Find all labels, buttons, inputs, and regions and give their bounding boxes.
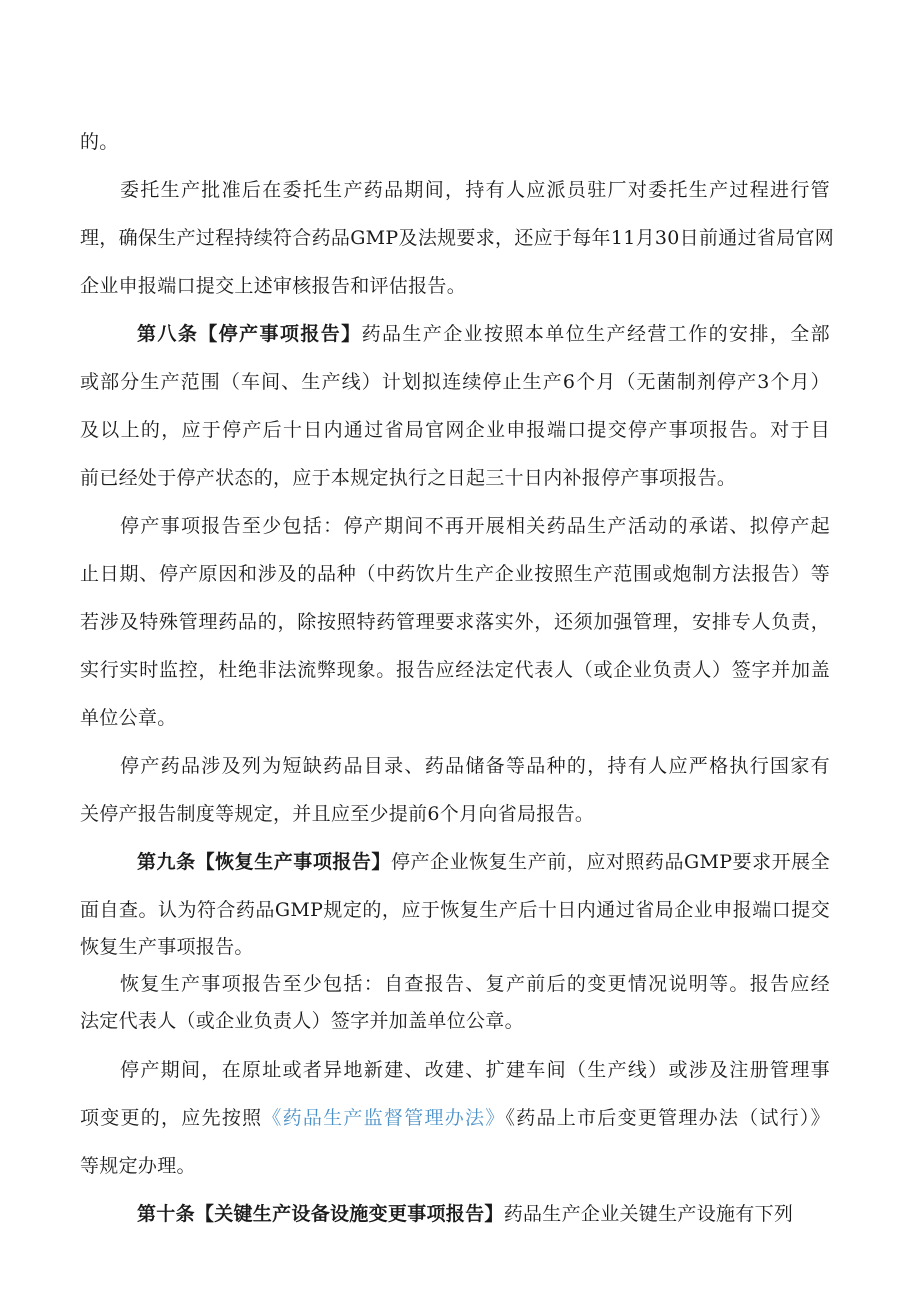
paragraph-line: 法定代表人（或企业负责人）签字并加盖单位公章。	[80, 1010, 524, 1032]
paragraph-line: 或部分生产范围（车间、生产线）计划拟连续停止生产6个月（无菌制剂停产3个月）	[80, 371, 830, 393]
article-10-line	[137, 1202, 793, 1226]
paragraph-line: 委托生产批准后在委托生产药品期间，持有人应派员驻厂对委托生产过程进行管	[120, 179, 830, 201]
line-text: 《药品上市后变更管理办法（试行）》	[505, 1107, 830, 1129]
paragraph-line: 实行实时监控，杜绝非法流弊现象。报告应经法定代表人（或企业负责人）签字并加盖	[80, 659, 830, 681]
paragraph-line: 面自查。认为符合药品GMP规定的，应于恢复生产后十日内通过省局企业申报端口提交	[80, 899, 830, 921]
paragraph-line: 停产事项报告至少包括：停产期间不再开展相关药品生产活动的承诺、拟停产起	[120, 515, 830, 537]
paragraph-line	[80, 1106, 830, 1130]
paragraph-line: 企业申报端口提交上述审核报告和评估报告。	[80, 275, 467, 297]
paragraph-line: 关停产报告制度等规定，并且应至少提前6个月向省局报告。	[80, 803, 595, 825]
paragraph-line: 若涉及特殊管理药品的，除按照特药管理要求落实外，还须加强管理，安排专人负责，	[80, 611, 830, 633]
article-8-line	[137, 322, 830, 346]
regulation-link[interactable]: 《药品生产监督管理办法》	[262, 1107, 506, 1129]
article-8-text: 药品生产企业按照本单位生产经营工作的安排，全部	[361, 323, 830, 345]
article-9-text: 停产企业恢复生产前，应对照药品GMP要求开展全	[390, 851, 830, 873]
article-9-line	[137, 850, 830, 874]
paragraph-line: 单位公章。	[80, 707, 177, 729]
article-9-title: 第九条【恢复生产事项报告】	[137, 851, 391, 873]
paragraph-line: 停产期间，在原址或者异地新建、改建、扩建车间（生产线）或涉及注册管理事	[120, 1059, 830, 1081]
paragraph-line: 理，确保生产过程持续符合药品GMP及法规要求，还应于每年11月30日前通过省局官网	[80, 227, 835, 249]
paragraph-line: 等规定办理。	[80, 1155, 196, 1177]
paragraph-line: 止日期、停产原因和涉及的品种（中药饮片生产企业按照生产范围或炮制方法报告）等	[80, 563, 830, 585]
paragraph-line: 的。	[80, 131, 119, 153]
paragraph-line: 恢复生产事项报告。	[80, 936, 254, 958]
paragraph-line: 停产药品涉及列为短缺药品目录、药品储备等品种的，持有人应严格执行国家有	[120, 755, 830, 777]
article-8-title: 第八条【停产事项报告】	[137, 323, 362, 345]
article-10-title: 第十条【关键生产设备设施变更事项报告】	[137, 1203, 504, 1225]
line-text: 项变更的，应先按照	[80, 1107, 263, 1129]
article-10-text: 药品生产企业关键生产设施有下列	[503, 1203, 794, 1225]
paragraph-line: 恢复生产事项报告至少包括：自查报告、复产前后的变更情况说明等。报告应经	[120, 973, 830, 995]
paragraph-line: 及以上的，应于停产后十日内通过省局官网企业申报端口提交停产事项报告。对于目	[80, 419, 830, 441]
paragraph-line: 前已经处于停产状态的，应于本规定执行之日起三十日内补报停产事项报告。	[80, 467, 737, 489]
